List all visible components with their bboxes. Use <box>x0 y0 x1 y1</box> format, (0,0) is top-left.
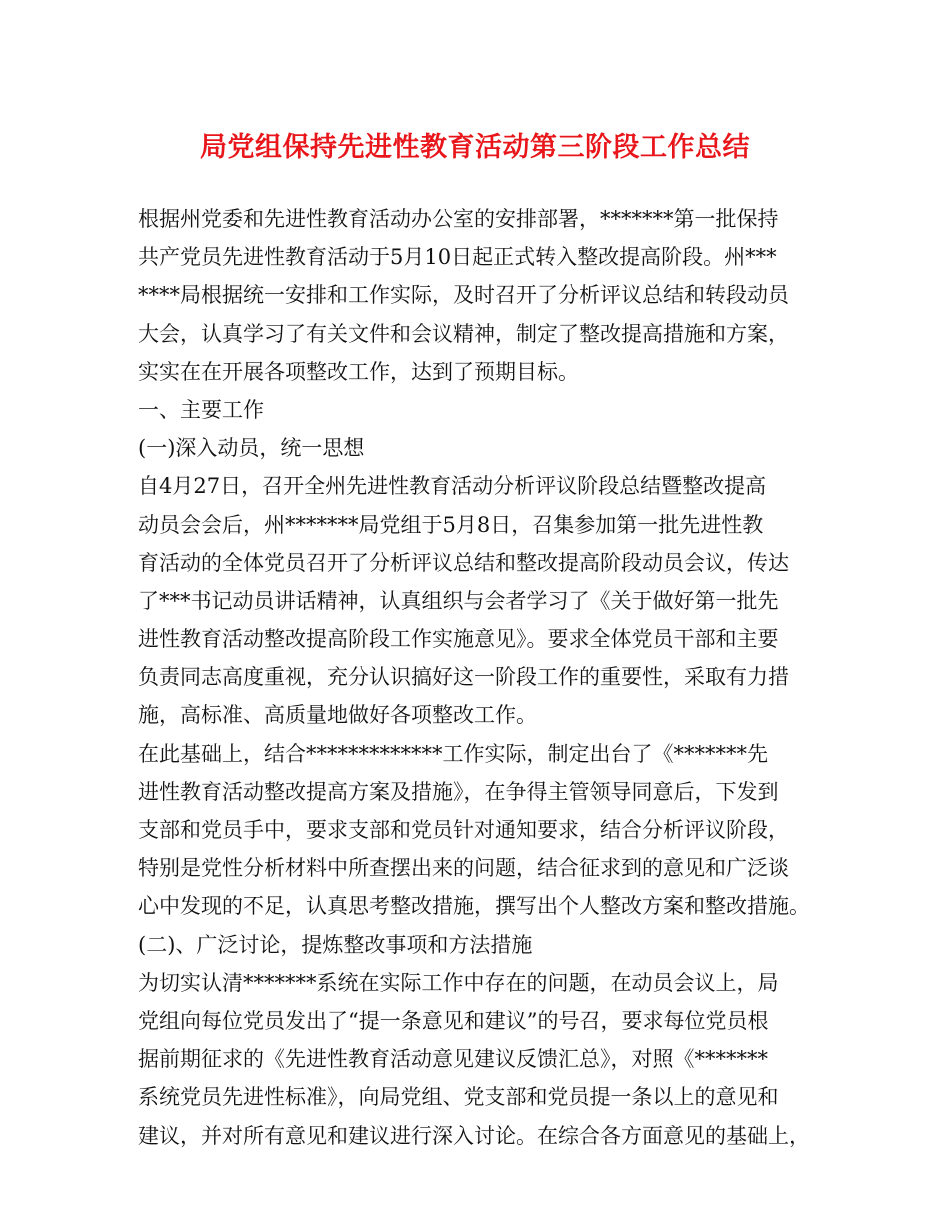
text-line: 实实在在开展各项整改工作，达到了预期目标。 <box>138 359 579 384</box>
text-line: (一)深入动员，统一思想 <box>138 436 365 461</box>
text-line: 共产党员先进性教育活动于5月10日起正式转入整改提高阶段。州*** <box>138 245 777 270</box>
text-line: 心中发现的不足，认真思考整改措施，撰写出个人整改方案和整改措施。 <box>138 894 810 919</box>
text-line: 支部和党员手中，要求支部和党员针对通知要求，结合分析评议阶段， <box>138 818 789 842</box>
text-line: 动员会会后，州*******局党组于5月8日，召集参加第一批先进性教 <box>138 512 764 537</box>
document-title: 局党组保持先进性教育活动第三阶段工作总结 <box>200 132 750 163</box>
text-line: 为切实认清*******系统在实际工作中存在的问题，在动员会议上，局 <box>138 970 779 995</box>
text-line: 进性教育活动整改提高阶段工作实施意见》。要求全体党员干部和主要 <box>138 627 779 652</box>
text-line: 大会，认真学习了有关文件和会议精神，制定了整改提高措施和方案， <box>138 321 789 346</box>
text-line: 在此基础上，结合*************工作实际，制定出台了《*******先 <box>138 741 768 766</box>
document-body <box>138 200 838 1155</box>
text-line: 进性教育活动整改提高方案及措施》，在争得主管领导同意后，下发到 <box>138 779 779 804</box>
text-line: 据前期征求的《先进性教育活动意见建议反馈汇总》，对照《******* <box>138 1047 768 1072</box>
text-line: 党组向每位党员发出了“提一条意见和建议”的号召，要求每位党员根 <box>138 1008 769 1033</box>
text-line: 负责同志高度重视，充分认识搞好这一阶段工作的重要性，采取有力措 <box>138 665 789 690</box>
text-line: 一、主要工作 <box>138 397 264 422</box>
text-line: 特别是党性分析材料中所查摆出来的问题，结合征求到的意见和广泛谈 <box>138 856 789 881</box>
text-line: 施，高标准、高质量地做好各项整改工作。 <box>138 703 537 728</box>
text-line: 根据州党委和先进性教育活动办公室的安排部署，*******第一批保持 <box>138 207 779 231</box>
text-line: 育活动的全体党员召开了分析评议总结和整改提高阶段动员会议，传达 <box>138 550 789 575</box>
text-line: 系统党员先进性标准》，向局党组、党支部和党员提一条以上的意见和 <box>138 1085 779 1110</box>
text-line: ****局根据统一安排和工作实际，及时召开了分析评议总结和转段动员 <box>138 283 789 308</box>
text-line: 自4月27日，召开全州先进性教育活动分析评议阶段总结暨整改提高 <box>138 474 767 499</box>
text-line: 建议，并对所有意见和建议进行深入讨论。在综合各方面意见的基础上， <box>138 1123 810 1148</box>
text-line: (二)、广泛讨论，提炼整改事项和方法措施 <box>138 932 533 957</box>
text-line: 了***书记动员讲话精神，认真组织与会者学习了《关于做好第一批先 <box>138 588 779 613</box>
